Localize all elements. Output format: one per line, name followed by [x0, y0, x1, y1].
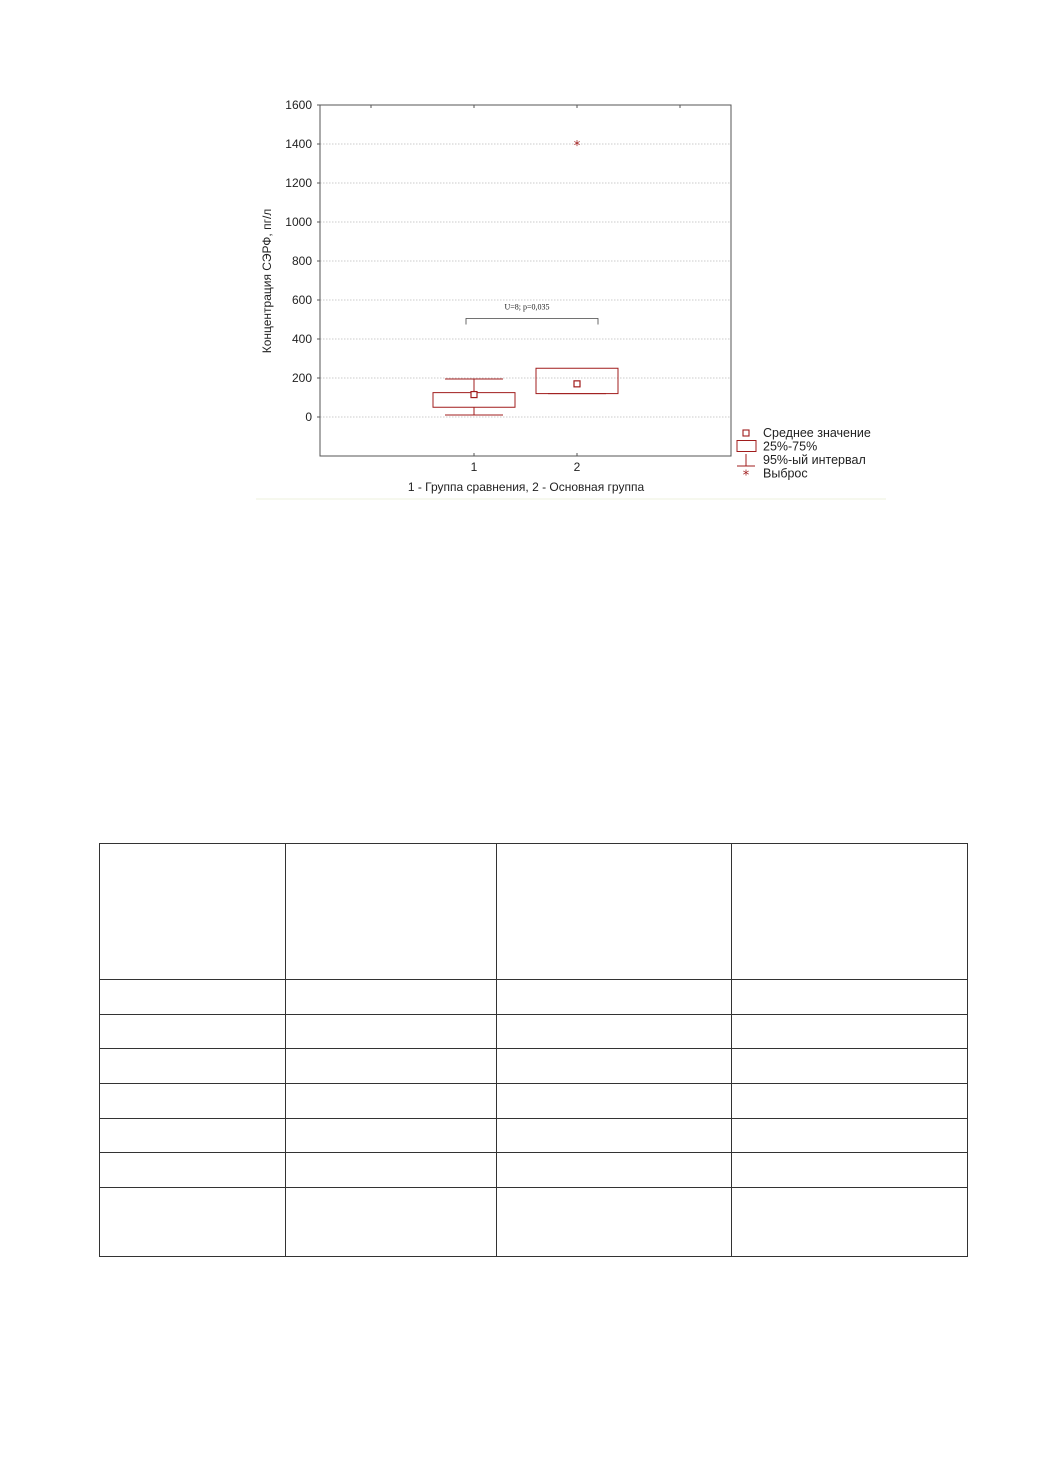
table-cell	[497, 1119, 732, 1153]
table-cell	[286, 1153, 497, 1188]
table-cell	[732, 1153, 968, 1188]
mean-marker	[471, 392, 477, 398]
plot-frame	[320, 105, 731, 456]
x-axis-title: 1 - Группа сравнения, 2 - Основная группа	[407, 480, 645, 494]
y-tick-label: 600	[291, 293, 312, 307]
y-tick-label: 1000	[285, 215, 312, 229]
table-cell	[100, 1119, 286, 1153]
y-tick-label: 800	[291, 254, 312, 268]
table-row	[100, 980, 968, 1015]
table-cell	[732, 980, 968, 1015]
y-tick-label: 1600	[285, 98, 312, 112]
box-series	[433, 139, 618, 415]
legend-mean-symbol	[743, 430, 749, 436]
boxplot-figure	[0, 0, 1040, 520]
table-row	[100, 1084, 968, 1119]
table-cell	[497, 980, 732, 1015]
legend-box-symbol	[737, 441, 756, 452]
legend-outlier-symbol: *	[742, 468, 750, 484]
grid-lines	[320, 144, 731, 417]
table-cell	[286, 980, 497, 1015]
y-tick-label: 1400	[285, 137, 312, 151]
table-cell	[100, 1188, 286, 1257]
y-tick-label: 400	[291, 332, 312, 346]
table-cell	[100, 1084, 286, 1119]
table-cell	[100, 1015, 286, 1049]
x-tick-label: 2	[573, 460, 581, 474]
y-tick-label: 0	[305, 410, 312, 424]
table-cell	[497, 1049, 732, 1084]
table-cell	[286, 1084, 497, 1119]
table-body	[100, 844, 968, 1257]
table-cell	[732, 1049, 968, 1084]
table-cell	[497, 1015, 732, 1049]
y-tick-label: 1200	[285, 176, 312, 190]
significance-label: U=8; p=0,035	[504, 302, 550, 312]
table-row	[100, 844, 968, 980]
legend-label: Выброс	[763, 466, 808, 481]
significance-annotation	[466, 303, 598, 325]
table-cell	[732, 1084, 968, 1119]
table-cell	[732, 1015, 968, 1049]
table-cell	[100, 1153, 286, 1188]
table-cell	[100, 1049, 286, 1084]
table-row	[100, 1119, 968, 1153]
table-cell	[286, 1188, 497, 1257]
mean-marker	[574, 381, 580, 387]
table-cell	[286, 844, 497, 980]
table-cell	[732, 1188, 968, 1257]
x-tick-label: 1	[470, 460, 478, 474]
legend-label: Среднее значение	[763, 426, 871, 440]
y-axis-title: Концентрация СЭРФ, пг/л	[260, 208, 274, 354]
table-cell	[497, 1188, 732, 1257]
legend-label: 25%-75%	[763, 439, 818, 454]
table-row	[100, 1049, 968, 1084]
table-cell	[286, 1049, 497, 1084]
data-table	[99, 843, 968, 1257]
table-cell	[732, 844, 968, 980]
legend	[737, 426, 871, 484]
table-row	[100, 1015, 968, 1049]
table-cell	[732, 1119, 968, 1153]
legend-label: 95%-ый интервал	[763, 453, 866, 467]
table-cell	[286, 1015, 497, 1049]
table-cell	[497, 1084, 732, 1119]
table-cell	[100, 980, 286, 1015]
table-cell	[497, 844, 732, 980]
y-tick-label: 200	[291, 371, 312, 385]
table-row	[100, 1188, 968, 1257]
table-cell	[497, 1153, 732, 1188]
table-cell	[286, 1119, 497, 1153]
significance-bracket	[466, 319, 598, 325]
outlier-marker: *	[573, 138, 581, 154]
table-row	[100, 1153, 968, 1188]
table-cell	[100, 844, 286, 980]
